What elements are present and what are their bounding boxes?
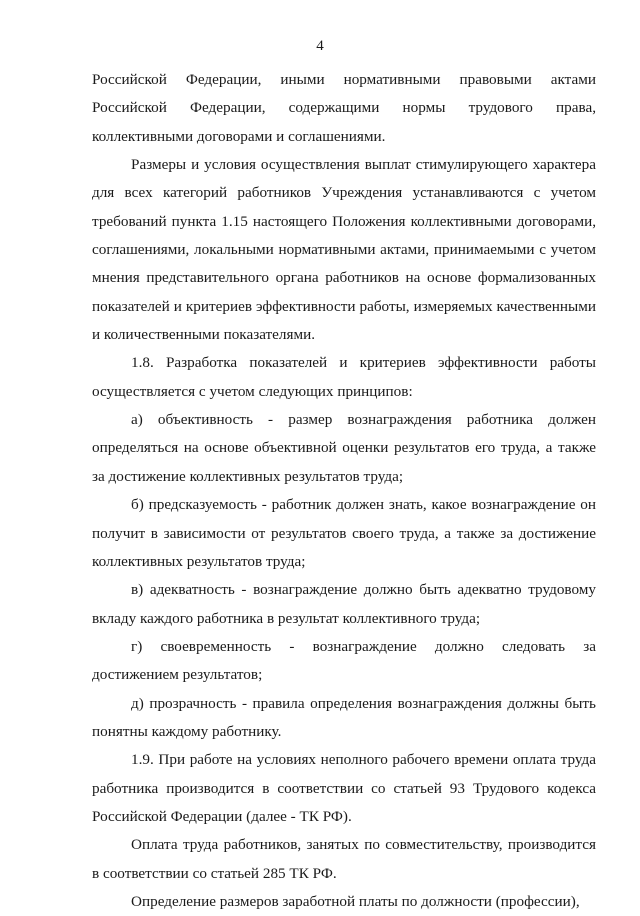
paragraph xyxy=(92,690,596,747)
text-line: достижением результатов; xyxy=(92,666,263,684)
paragraph xyxy=(92,633,596,690)
text-line: за достижение коллективных результатов труда; xyxy=(92,467,404,485)
text-line: в) адекватность - вознаграждение должно быть адекватно трудовому xyxy=(131,581,596,599)
page-number: 4 xyxy=(316,38,324,54)
paragraph xyxy=(92,888,596,916)
text-line: в соответствии со статьей 285 ТК РФ. xyxy=(92,864,337,882)
paragraph xyxy=(92,349,596,406)
text-line: Российской Федерации, иными нормативными правовыми актами xyxy=(92,71,596,88)
text-line: для всех категорий работников Учреждения устанавливаются с учетом xyxy=(92,184,596,202)
text-line: коллективными договорами и соглашениями. xyxy=(92,127,386,145)
text-line: работника производится в соответствии со статьей 93 Трудового кодекса xyxy=(92,779,596,797)
text-line: коллективных результатов труда; xyxy=(92,552,306,570)
text-line: соглашениями, локальными нормативными актами, принимаемыми с учетом xyxy=(92,241,596,259)
paragraph xyxy=(92,151,596,349)
text-line: требований пункта 1.15 настоящего Положения коллективными договорами, xyxy=(92,212,596,230)
text-line: Российской Федерации (далее - ТК РФ). xyxy=(92,807,352,825)
paragraph xyxy=(92,491,596,576)
text-line: г) своевременность - вознаграждение должно следовать за xyxy=(131,637,596,655)
text-line: мнения представительного органа работников на основе формализованных xyxy=(92,269,596,287)
text-line: а) объективность - размер вознаграждения работника должен xyxy=(131,411,596,429)
text-line: Российской Федерации, содержащими нормы трудового права, xyxy=(92,99,596,117)
paragraph xyxy=(92,406,596,491)
text-line: понятны каждому работнику. xyxy=(92,722,282,740)
text-line: 1.8. Разработка показателей и критериев эффективности работы xyxy=(131,354,596,372)
text-line: вкладу каждого работника в результат коллективного труда; xyxy=(92,609,481,627)
text-line: и количественными показателями. xyxy=(92,326,316,344)
text-line: б) предсказуемость - работник должен знать, какое вознаграждение он xyxy=(131,496,596,514)
text-line: показателей и критериев эффективности работы, измеряемых качественными xyxy=(92,297,596,315)
text-line: получит в зависимости от результатов своего труда, а также за достижение xyxy=(92,524,596,542)
text-line: д) прозрачность - правила определения вознаграждения должны быть xyxy=(131,694,596,712)
paragraph xyxy=(92,66,596,151)
text-line: Оплата труда работников, занятых по совместительству, производится xyxy=(131,836,596,854)
text-line: 1.9. При работе на условиях неполного рабочего времени оплата труда xyxy=(131,751,596,769)
text-line: Размеры и условия осуществления выплат стимулирующего характера xyxy=(131,156,596,174)
paragraph xyxy=(92,831,596,888)
text-line: определяться на основе объективной оценки результатов его труда, а также xyxy=(92,439,596,457)
text-line: осуществляется с учетом следующих принципов: xyxy=(92,382,413,400)
body-text xyxy=(92,66,596,916)
paragraph xyxy=(92,576,596,633)
paragraph xyxy=(92,746,596,831)
text-line: Определение размеров заработной платы по должности (профессии), xyxy=(131,892,580,910)
